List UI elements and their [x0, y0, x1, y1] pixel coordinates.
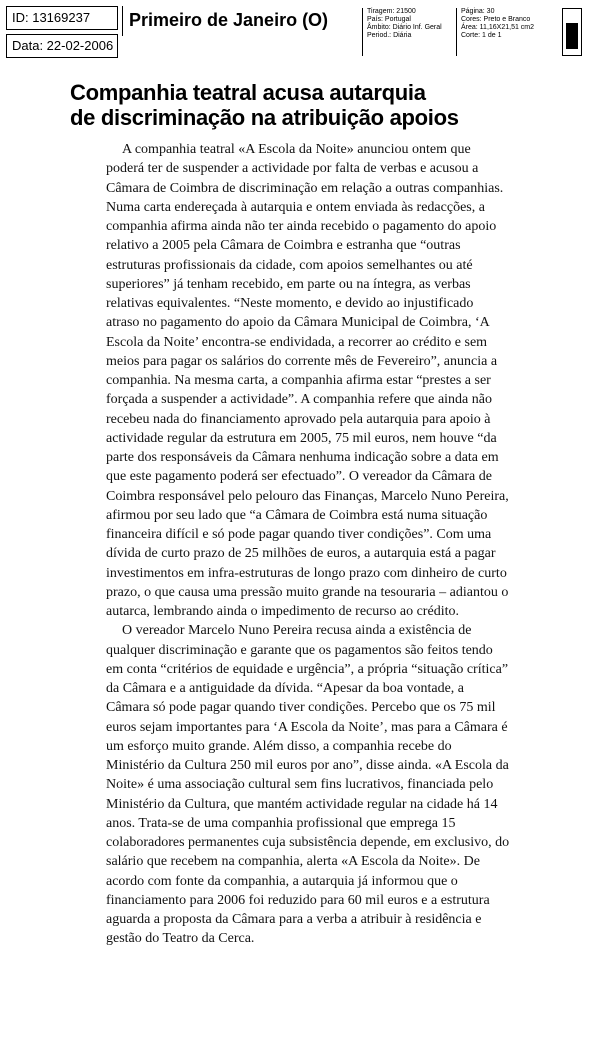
- meta-circulation: Tiragem: 21500: [367, 8, 416, 15]
- meta-colors: Cores: Preto e Branco: [461, 16, 531, 23]
- meta-area: Área: 11,16X21,51 cm2: [461, 24, 535, 31]
- article-body: [106, 140, 510, 949]
- article-paragraph-1: A companhia teatral «A Escola da Noite» anunciou ontem que poderá ter de suspender a actividade por falta de verbas e acusou a Câmara de Coimbra de discriminação em relação a outras companhias. Numa carta endereçada à autarquia e ontem enviada às redacções, a companhia afirma ainda não ter ainda recebido o pagamento do apoio relativo a 2005 pela Câmara de Coimbra e estranha que “outras estruturas profissionais da cidade, com apoios semelhantes ou até superiores” já tenham recebido, em parte ou na íntegra, as verbas relativas equivalentes. “Neste momento, e devido ao injustificado atraso no pagamento do apoio da Câmara Municipal de Coimbra, ‘A Escola da Noite’ encontra-se endividada, a recorrer ao crédito e sem meios para pagar os salários do corrente mês de Fevereiro”, anuncia a companhia. Na mesma carta, a companhia afirma estar “prestes a ser forçada a suspender a actividade”. A companhia refere que ainda não recebeu nada do financiamento aprovado pela autarquia para apoio à actividade regular da estrutura em 2005, 75 mil euros, nem houve “da parte dos responsáveis da Câmara nenhuma indicação sobre a data em que este pagamento poderá ser efectuado”. O vereador da Câmara de Coimbra responsável pelo pelouro das Finanças, Marcelo Nuno Pereira, afirmou por seu lado que “a Câmara de Coimbra está numa situação financeira difícil e só pode pagar quando tiver condições”. Com uma dívida de curto prazo de 25 milhões de euros, a autarquia está a pagar investimentos em infra-estruturas de longo prazo com dinheiro de curto prazo, o que causa uma pressão muito grande na tesouraria – adiantou o autarca, lembrando ainda o impedimento de recurso ao crédito.: [106, 142, 509, 619]
- meta-scope: Âmbito: Diário Inf. Geral: [367, 24, 442, 31]
- article-headline: [70, 80, 560, 130]
- meta-cut: Corte: 1 de 1: [461, 32, 502, 39]
- clipping-date: Data: 22-02-2006: [6, 34, 118, 58]
- article-paragraph-2: O vereador Marcelo Nuno Pereira recusa ainda a existência de qualquer discriminação e garante que os pagamentos são feitos tendo em conta “critérios de equidade e urgência”, a própria “situação crítica” da Câmara e a antiguidade da dívida. “Apesar da boa vontade, a Câmara só pode pagar quando tiver condições. Percebo que os 75 mil euros sejam importantes para ‘A Escola da Noite’, mas para a Câmara é um esforço muito grande. Além disso, a companhia recebe do Ministério da Cultura 250 mil euros por ano”, disse ainda. «A Escola da Noite» é uma associação cultural sem fins lucrativos, financiada pelo Ministério da Cultura, que mantém actividade regular na cidade há 14 anos. Trata-se de uma companhia profissional que emprega 15 colaboradores permanentes cuja subsistência depende, em exclusivo, do salário que recebem na companhia, alerta «A Escola da Noite». De acordo com fonte da companhia, a autarquia já informou que o financiamento para 2006 foi reduzido para 60 mil euros e a estrutura aguarda a proposta da Câmara para a verba a atribuir à residência e gestão do Teatro da Cerca.: [106, 623, 510, 947]
- meta-periodicity: Period.: Diária: [367, 32, 412, 39]
- clipping-header: [6, 6, 592, 58]
- headline-line-1: Companhia teatral acusa autarquia: [70, 80, 426, 105]
- clipping-id: ID: 13169237: [6, 6, 118, 30]
- headline-line-2: de discriminação na atribuição apoios: [70, 105, 459, 130]
- publication-meta-left: [362, 8, 457, 56]
- black-marker-fill: [566, 23, 578, 49]
- black-marker-box: [562, 8, 582, 56]
- publication-meta-right: [456, 8, 559, 56]
- meta-page: Página: 30: [461, 8, 495, 15]
- publication-name: Primeiro de Janeiro (O): [122, 6, 360, 36]
- meta-country: País: Portugal: [367, 16, 411, 23]
